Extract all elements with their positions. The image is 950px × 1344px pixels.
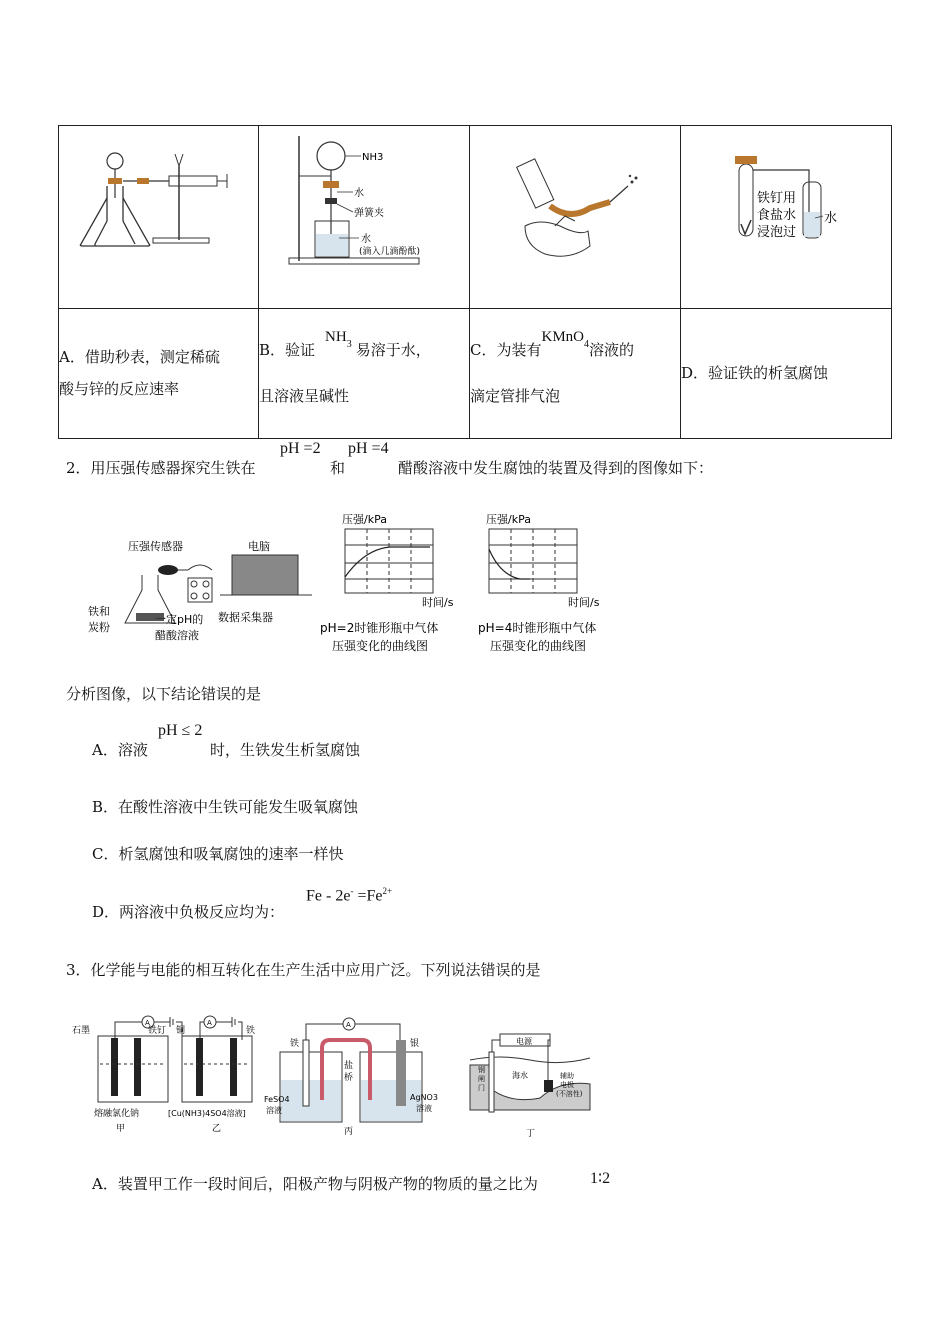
jia-label: 甲 <box>116 1124 126 1134</box>
option-a-line2: 酸与锌的反应速率 <box>59 379 180 398</box>
option-b-line2: 且溶液呈碱性 <box>259 387 350 405</box>
bing-fe-label: 铁 <box>290 1039 300 1049</box>
option-c-formula <box>541 328 589 350</box>
apparatus-b-image <box>259 126 469 308</box>
bing-left-sol-1: FeSO4 <box>264 1095 290 1104</box>
apparatus-d-image <box>681 126 891 308</box>
apparatus-a-image <box>59 126 257 308</box>
ammeter-yi: A <box>207 1019 212 1027</box>
chart1-caption-2: 压强变化的曲线图 <box>332 639 429 653</box>
clip-label: 弹簧夹 <box>354 208 384 219</box>
ding-gate-1: 钢 <box>478 1066 485 1074</box>
ding-gate-2: 闸 <box>478 1075 485 1083</box>
chart2-ylabel: 压强/kPa <box>486 513 531 526</box>
phenol-label: (滴入几滴酚酞) <box>359 247 421 257</box>
chart2-caption-2: 压强变化的曲线图 <box>490 639 587 653</box>
ammeter-jia: A <box>145 1019 150 1027</box>
q2-option-d-pre: D．两溶液中负极反应均为： <box>92 903 285 921</box>
ding-gate-3: 门 <box>478 1084 485 1092</box>
q2-option-a-math: pH ≤ 2 <box>158 722 203 739</box>
fig-b-cell <box>259 126 470 309</box>
iron-label-2: 炭粉 <box>88 621 110 634</box>
q2-option-b: B．在酸性溶液中生铁可能发生吸氧腐蚀 <box>92 798 359 816</box>
jia-solution-label: 熔融氯化钠 <box>94 1109 140 1119</box>
option-c <box>470 309 681 439</box>
bing-ag-label: 银 <box>410 1039 420 1049</box>
collector-label: 数据采集器 <box>218 611 273 624</box>
yi-solution-label: [Cu(NH3)4SO4溶液] <box>168 1109 246 1118</box>
option-d-text: D．验证铁的析氢腐蚀 <box>681 363 829 382</box>
yi-left-label: 铜 <box>176 1026 186 1036</box>
option-c-line1 <box>470 328 680 368</box>
option-d <box>681 309 892 439</box>
option-c-line2: 滴定管排气泡 <box>470 387 561 405</box>
bridge-label-2: 桥 <box>344 1073 354 1083</box>
q2-figure <box>80 505 640 665</box>
option-c-post: 溶液的 <box>589 340 635 359</box>
bridge-label-1: 盐 <box>344 1061 354 1071</box>
option-b-pre: B．验证 <box>259 340 316 359</box>
option-b-post: 易溶于水， <box>355 340 431 359</box>
option-a <box>59 309 259 439</box>
bing-right-sol-2: 溶液 <box>416 1104 432 1113</box>
chart1-xlabel: 时间/s <box>422 596 454 609</box>
label-iron2: 食盐水 <box>757 208 797 223</box>
water2-label: 水 <box>361 234 371 245</box>
q2-stem-post: 醋酸溶液中发生腐蚀的装置及得到的图像如下： <box>398 459 714 477</box>
fig-d-cell <box>681 126 892 309</box>
chart1-ylabel: 压强/kPa <box>342 513 387 526</box>
apparatus-c-image <box>470 126 680 308</box>
q2-d-sup2: 2+ <box>382 886 393 896</box>
q2-ph2: pH =2 <box>280 440 321 457</box>
water-label: 水 <box>354 188 364 199</box>
q3-stem: 3．化学能与电能的相互转化在生产生活中应用广泛。下列说法错误的是 <box>66 961 541 979</box>
q2-option-a-post: 时，生铁发生析氢腐蚀 <box>210 741 361 759</box>
q2-and: 和 <box>330 459 346 477</box>
ding-aux-3: (不溶性) <box>556 1090 583 1098</box>
ding-power-label: 电源 <box>516 1037 532 1046</box>
nh3-formula: NH <box>325 328 347 345</box>
fig-c-cell <box>470 126 681 309</box>
yi-label: 乙 <box>212 1124 222 1134</box>
label-iron3: 浸泡过 <box>757 225 797 240</box>
chart2-caption-1: pH=4时锥形瓶中气体 <box>478 621 597 635</box>
sensor-label: 压强传感器 <box>128 540 183 553</box>
option-b <box>259 309 470 439</box>
bing-right-sol-1: AgNO3 <box>410 1093 438 1102</box>
ding-sea-label: 海水 <box>512 1071 528 1080</box>
iron-label-1: 铁和 <box>88 605 110 618</box>
ammeter-bing: A <box>346 1021 351 1029</box>
q2-ph4: pH =4 <box>348 440 389 457</box>
options-table <box>58 125 892 439</box>
q2-option-c: C．析氢腐蚀和吸氧腐蚀的速率一样快 <box>92 845 344 863</box>
bing-label: 丙 <box>344 1127 354 1137</box>
option-b-formula <box>325 328 352 350</box>
label-iron1: 铁钉用 <box>757 191 797 206</box>
jia-left-label: 石墨 <box>72 1026 91 1036</box>
q2-lead: 分析图像，以下结论错误的是 <box>66 685 262 703</box>
yi-right-label: 铁 <box>246 1026 256 1036</box>
q3-option-a-pre: A．装置甲工作一段时间后，阳极产物与阴极产物的物质的量之比为 <box>92 1175 538 1193</box>
q2-d-sup1: - <box>350 886 354 896</box>
computer-label: 电脑 <box>248 540 270 553</box>
q2-d-rhs: =Fe <box>353 887 383 905</box>
q2-d-lhs: Fe - 2e <box>306 887 351 905</box>
nh3-subscript: 3 <box>346 338 352 350</box>
ding-label: 丁 <box>526 1129 536 1139</box>
chart2-xlabel: 时间/s <box>568 596 600 609</box>
ding-aux-2: 电极 <box>560 1081 574 1089</box>
kmno4-subscript: 4 <box>584 338 589 350</box>
kmno4-formula: KMnO <box>541 328 584 345</box>
q2-option-a-pre: A．溶液 <box>92 741 148 759</box>
jia-right-label: 铁钉 <box>148 1026 167 1036</box>
q2-option-d-math <box>306 886 392 905</box>
acid-label-1: 一定pH的 <box>155 613 204 626</box>
label-water-d: 水 <box>824 211 838 226</box>
option-c-pre: C．为装有 <box>470 340 542 359</box>
q3-option-a-math: 1∶2 <box>590 1170 611 1187</box>
q3-figure <box>60 1000 620 1145</box>
chart1-caption-1: pH=2时锥形瓶中气体 <box>320 621 439 635</box>
ding-aux-1: 辅助 <box>560 1072 574 1080</box>
nh3-label: NH3 <box>362 152 384 163</box>
acid-label-2: 醋酸溶液 <box>155 629 199 642</box>
q2-stem <box>66 456 256 480</box>
q2-stem-pre: 2．用压强传感器探究生铁在 <box>66 459 256 477</box>
option-a-line1: A．借助秒表，测定稀硫 <box>59 348 220 366</box>
option-b-line1 <box>259 328 469 368</box>
bing-left-sol-2: 溶液 <box>266 1106 282 1115</box>
fig-a-cell <box>59 126 259 309</box>
